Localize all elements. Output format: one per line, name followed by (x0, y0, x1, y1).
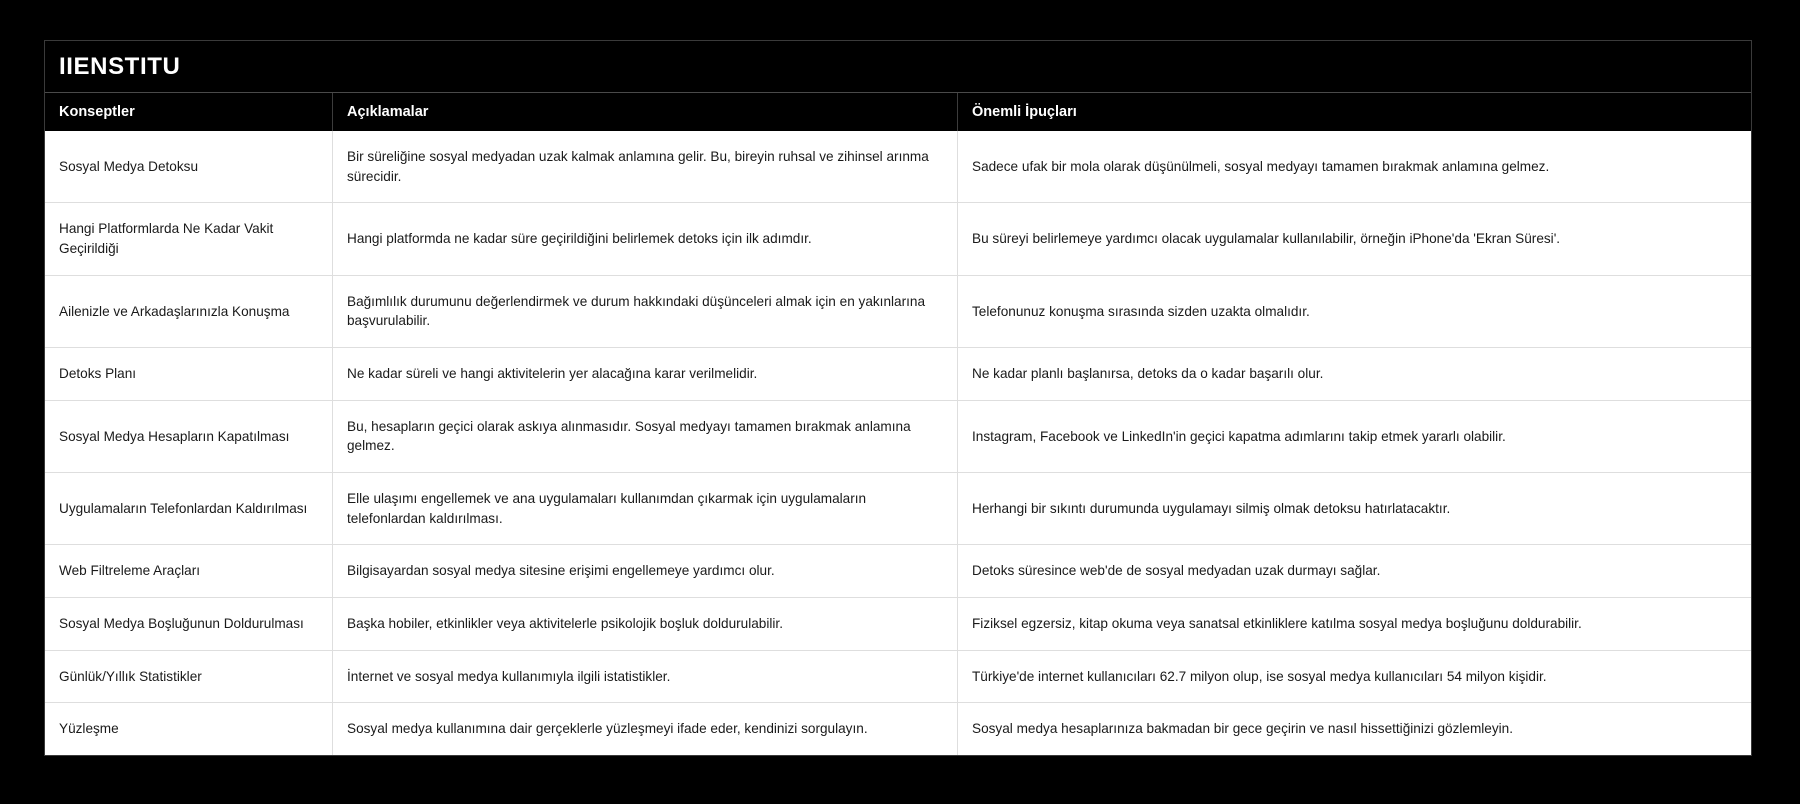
table-row (45, 401, 1751, 473)
cell-aciklama: Bu, hesapların geçici olarak askıya alınmasıdır. Sosyal medyayı tamamen bırakmak anlamına gelmez. (333, 401, 958, 472)
cell-aciklama: Bir süreliğine sosyal medyadan uzak kalmak anlamına gelir. Bu, bireyin ruhsal ve zihinsel arınma sürecidir. (333, 131, 958, 202)
cell-ipucu: Ne kadar planlı başlanırsa, detoks da o kadar başarılı olur. (972, 366, 1324, 382)
column-header-konseptler: Konseptler (45, 93, 333, 131)
cell-konsept: Sosyal Medya Detoksu (45, 131, 333, 202)
table-row (45, 545, 1751, 598)
cell-konsept: Web Filtreleme Araçları (45, 545, 333, 597)
brand-title: IIENSTITU (59, 52, 181, 80)
cell-konsept: Detoks Planı (45, 348, 333, 400)
cell-konsept: Ailenizle ve Arkadaşlarınızla Konuşma (45, 276, 333, 347)
table-row (45, 348, 1751, 401)
cell-aciklama: Elle ulaşımı engellemek ve ana uygulamaları kullanımdan çıkarmak için uygulamaların telefonlardan kaldırılması. (333, 473, 958, 544)
cell-konsept: Uygulamaların Telefonlardan Kaldırılması (45, 473, 333, 544)
cell-konsept: Günlük/Yıllık Statistikler (45, 651, 333, 703)
cell-aciklama: Hangi platformda ne kadar süre geçirildiğini belirlemek detoks için ilk adımdır. (333, 203, 958, 274)
table-body (45, 131, 1751, 755)
cell-ipucu: Herhangi bir sıkıntı durumunda uygulamayı silmiş olmak detoksu hatırlatacaktır. (972, 500, 1451, 516)
table-row (45, 703, 1751, 755)
cell-konsept: Sosyal Medya Hesapların Kapatılması (45, 401, 333, 472)
table-header-row (45, 93, 1751, 131)
cell-ipucu: Fiziksel egzersiz, kitap okuma veya sanatsal etkinliklere katılma sosyal medya boşluğunu doldurabilir. (972, 616, 1582, 632)
table-row (45, 651, 1751, 704)
cell-aciklama: Başka hobiler, etkinlikler veya aktivitelerle psikolojik boşluk doldurulabilir. (333, 598, 958, 650)
cell-aciklama: Sosyal medya kullanımına dair gerçeklerle yüzleşmeyi ifade eder, kendinizi sorgulayın. (333, 703, 958, 755)
cell-aciklama: Bağımlılık durumunu değerlendirmek ve durum hakkındaki düşünceleri almak için en yakınlarına başvurulabilir. (333, 276, 958, 347)
cell-ipucu: Sadece ufak bir mola olarak düşünülmeli, sosyal medyayı tamamen bırakmak anlamına gelmez. (972, 158, 1550, 174)
cell-ipucu: Detoks süresince web'de de sosyal medyadan uzak durmayı sağlar. (972, 563, 1381, 579)
cell-konsept: Yüzleşme (45, 703, 333, 755)
cell-ipucu: Telefonunuz konuşma sırasında sizden uzakta olmalıdır. (972, 303, 1310, 319)
table-row (45, 131, 1751, 203)
table-row (45, 598, 1751, 651)
table-row (45, 276, 1751, 348)
cell-konsept: Sosyal Medya Boşluğunun Doldurulması (45, 598, 333, 650)
column-header-aciklamalar: Açıklamalar (333, 93, 958, 131)
column-header-onemli-ipuclari: Önemli İpuçları (972, 104, 1077, 120)
cell-konsept: Hangi Platformlarda Ne Kadar Vakit Geçirildiği (45, 203, 333, 274)
cell-ipucu: Sosyal medya hesaplarınıza bakmadan bir gece geçirin ve nasıl hissettiğinizi gözlemleyin. (972, 721, 1514, 737)
cell-aciklama: İnternet ve sosyal medya kullanımıyla ilgili istatistikler. (333, 651, 958, 703)
cell-aciklama: Bilgisayardan sosyal medya sitesine erişimi engellemeye yardımcı olur. (333, 545, 958, 597)
brand-bar (45, 41, 1751, 93)
table-row (45, 203, 1751, 275)
cell-ipucu: Türkiye'de internet kullanıcıları 62.7 milyon olup, ise sosyal medya kullanıcıları 54 milyon kişidir. (972, 668, 1547, 684)
concepts-table-card (44, 40, 1752, 756)
table-row (45, 473, 1751, 545)
cell-ipucu: Instagram, Facebook ve LinkedIn'in geçici kapatma adımlarını takip etmek yararlı olabilir. (972, 428, 1506, 444)
cell-aciklama: Ne kadar süreli ve hangi aktivitelerin yer alacağına karar verilmelidir. (333, 348, 958, 400)
cell-ipucu: Bu süreyi belirlemeye yardımcı olacak uygulamalar kullanılabilir, örneğin iPhone'da 'Ekran Süresi'. (972, 231, 1561, 247)
